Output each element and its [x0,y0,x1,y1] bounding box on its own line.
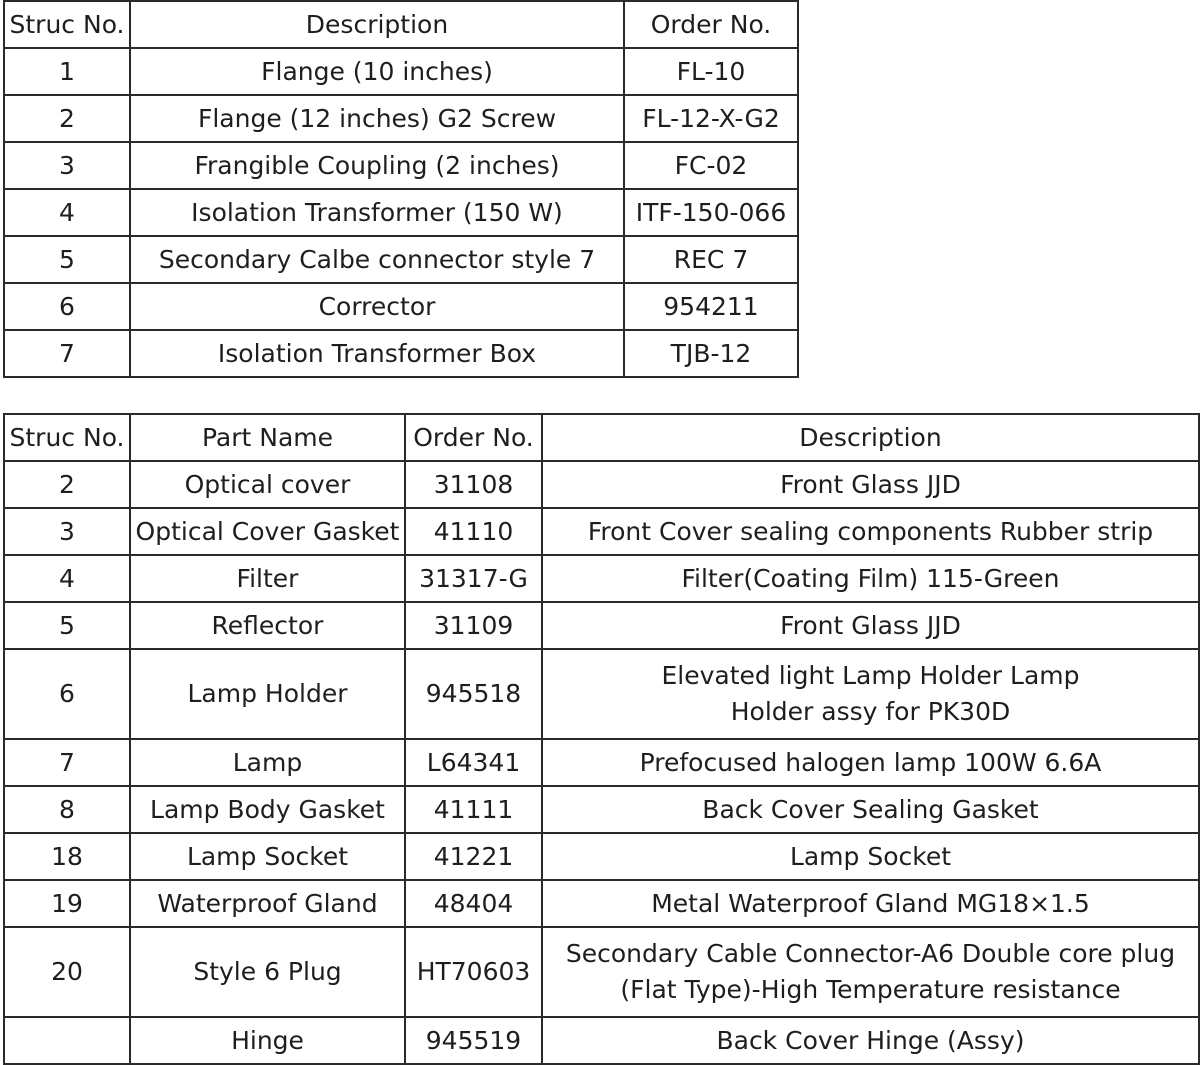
description-cell: Prefocused halogen lamp 100W 6.6A [542,739,1199,786]
table-row [4,555,1199,602]
table-row [4,95,798,142]
struc-no-cell: 4 [4,555,130,602]
order-no-cell: FL-12-X-G2 [624,95,798,142]
order-no-cell: 41221 [405,833,542,880]
table-row [4,786,1199,833]
description-cell: Isolation Transformer (150 W) [130,189,624,236]
struc-no-cell: 3 [4,508,130,555]
struc-no-cell: 5 [4,602,130,649]
table-row [4,330,798,377]
table-header-row [4,1,798,48]
table-row [4,1017,1199,1064]
description-cell: Secondary Calbe connector style 7 [130,236,624,283]
struc-no-cell: 6 [4,649,130,739]
order-no-cell: 31317-G [405,555,542,602]
part-name-cell: Hinge [130,1017,405,1064]
parts-list-table [3,413,1200,1065]
table-row [4,461,1199,508]
part-name-cell: Reflector [130,602,405,649]
header-struc-no: Struc No. [4,1,130,48]
header-description: Description [542,414,1199,461]
table-row [4,833,1199,880]
description-cell: Isolation Transformer Box [130,330,624,377]
description-cell: Elevated light Lamp Holder Lamp Holder assy for PK30D [542,649,1199,739]
table-row [4,649,1199,739]
order-no-cell: REC 7 [624,236,798,283]
part-name-cell: Lamp Body Gasket [130,786,405,833]
struc-no-cell: 6 [4,283,130,330]
description-cell: Secondary Cable Connector-A6 Double core plug (Flat Type)-High Temperature resistance [542,927,1199,1017]
struc-no-cell: 20 [4,927,130,1017]
part-name-cell: Lamp Socket [130,833,405,880]
order-no-cell: 31109 [405,602,542,649]
header-description: Description [130,1,624,48]
order-no-cell: 31108 [405,461,542,508]
description-cell: Frangible Coupling (2 inches) [130,142,624,189]
order-no-cell: 945518 [405,649,542,739]
order-no-cell: ITF-150-066 [624,189,798,236]
part-name-cell: Lamp [130,739,405,786]
table-row [4,283,798,330]
description-cell: Front Glass JJD [542,461,1199,508]
part-name-cell: Waterproof Gland [130,880,405,927]
structure-order-table [3,0,799,378]
description-cell: Lamp Socket [542,833,1199,880]
struc-no-cell: 2 [4,461,130,508]
order-no-cell: 954211 [624,283,798,330]
description-cell: Flange (12 inches) G2 Screw [130,95,624,142]
header-order-no: Order No. [624,1,798,48]
description-cell: Metal Waterproof Gland MG18×1.5 [542,880,1199,927]
header-order-no: Order No. [405,414,542,461]
description-cell: Corrector [130,283,624,330]
struc-no-cell: 7 [4,739,130,786]
description-cell: Back Cover Hinge (Assy) [542,1017,1199,1064]
table-row [4,508,1199,555]
struc-no-cell: 3 [4,142,130,189]
table-row [4,142,798,189]
order-no-cell: 48404 [405,880,542,927]
header-struc-no: Struc No. [4,414,130,461]
table-row [4,602,1199,649]
table-row [4,927,1199,1017]
table-row [4,880,1199,927]
part-name-cell: Filter [130,555,405,602]
table-row [4,48,798,95]
struc-no-cell: 7 [4,330,130,377]
struc-no-cell: 2 [4,95,130,142]
struc-no-cell: 19 [4,880,130,927]
part-name-cell: Optical cover [130,461,405,508]
description-cell: Filter(Coating Film) 115-Green [542,555,1199,602]
order-no-cell: TJB-12 [624,330,798,377]
table-row [4,189,798,236]
table-row [4,739,1199,786]
part-name-cell: Optical Cover Gasket [130,508,405,555]
description-cell: Front Cover sealing components Rubber strip [542,508,1199,555]
struc-no-cell: 1 [4,48,130,95]
struc-no-cell: 5 [4,236,130,283]
order-no-cell: HT70603 [405,927,542,1017]
part-name-cell: Lamp Holder [130,649,405,739]
struc-no-cell: 18 [4,833,130,880]
order-no-cell: FC-02 [624,142,798,189]
order-no-cell: 41111 [405,786,542,833]
header-part-name: Part Name [130,414,405,461]
order-no-cell: FL-10 [624,48,798,95]
order-no-cell: 945519 [405,1017,542,1064]
struc-no-cell: 8 [4,786,130,833]
struc-no-cell: 4 [4,189,130,236]
struc-no-cell [4,1017,130,1064]
description-cell: Front Glass JJD [542,602,1199,649]
part-name-cell: Style 6 Plug [130,927,405,1017]
table-row [4,236,798,283]
order-no-cell: L64341 [405,739,542,786]
description-cell: Flange (10 inches) [130,48,624,95]
table-header-row [4,414,1199,461]
description-cell: Back Cover Sealing Gasket [542,786,1199,833]
order-no-cell: 41110 [405,508,542,555]
